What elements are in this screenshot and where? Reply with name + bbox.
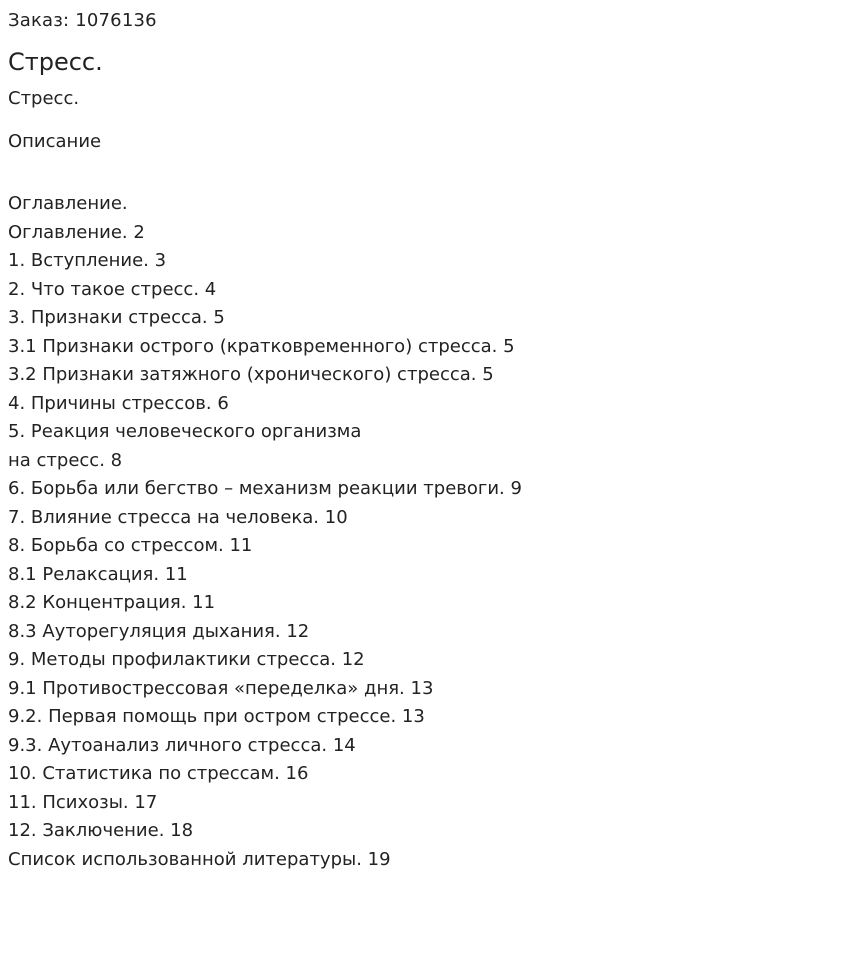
toc-item: 5. Реакция человеческого организма [8, 421, 362, 442]
toc-item: 8.1 Релаксация. 11 [8, 563, 188, 585]
toc-item: 8. Борьба со стрессом. 11 [8, 535, 253, 556]
description-label: Описание [8, 131, 102, 152]
toc-item: 9.2. Первая помощь при остром стрессе. 13 [8, 706, 425, 727]
toc-item: 8.3 Ауторегуляция дыхания. 12 [8, 620, 310, 642]
toc-item: 2. Что такое стресс. 4 [8, 278, 217, 300]
page-title: Стресс. [8, 48, 103, 76]
toc-item: 12. Заключение. 18 [8, 820, 194, 841]
table-of-contents [8, 190, 522, 874]
toc-item: 4. Причины стрессов. 6 [8, 392, 229, 414]
toc-item: 9.3. Аутоанализ личного стресса. 14 [8, 734, 356, 756]
toc-item: 3. Признаки стресса. 5 [8, 307, 225, 328]
toc-item: Оглавление. 2 [8, 221, 145, 243]
page-subtitle: Стресс. [8, 88, 80, 109]
toc-item: 3.1 Признаки острого (кратковременного) стресса. 5 [8, 335, 515, 357]
toc-item: Список использованной литературы. 19 [8, 848, 391, 870]
toc-item: 7. Влияние стресса на человека. 10 [8, 506, 348, 528]
toc-item: 1. Вступление. 3 [8, 250, 167, 271]
toc-item: 8.2 Концентрация. 11 [8, 592, 216, 613]
toc-heading: Оглавление. [8, 193, 128, 214]
toc-item: 10. Статистика по стрессам. 16 [8, 763, 309, 784]
toc-item: 11. Психозы. 17 [8, 791, 158, 813]
toc-item: 3.2 Признаки затяжного (хронического) стресса. 5 [8, 364, 494, 385]
order-number: Заказ: 1076136 [8, 10, 157, 31]
toc-item: 9.1 Противострессовая «переделка» дня. 13 [8, 677, 434, 699]
toc-item: на стресс. 8 [8, 449, 123, 471]
toc-item: 9. Методы профилактики стресса. 12 [8, 649, 365, 670]
toc-item: 6. Борьба или бегство – механизм реакции тревоги. 9 [8, 478, 522, 499]
